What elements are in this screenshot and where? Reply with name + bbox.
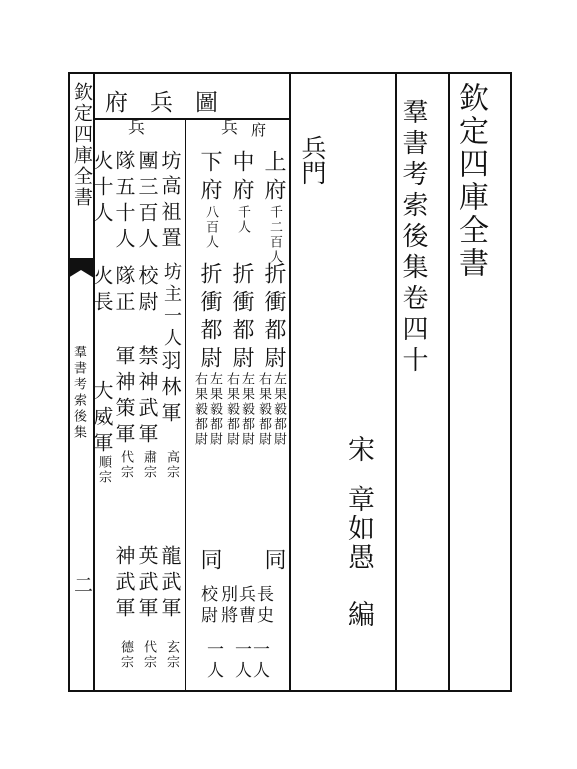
col3-top: 下府 bbox=[197, 150, 222, 206]
col3-bottom-count: 一人 bbox=[203, 640, 223, 682]
col1-bottom-count: 一人 bbox=[249, 640, 269, 682]
col6-a: 隊五十人 bbox=[112, 150, 136, 254]
column-rule bbox=[289, 72, 291, 692]
col5-b: 校尉 bbox=[135, 265, 159, 317]
col7-a: 火十人 bbox=[90, 150, 114, 228]
col6-d-note: 德宗 bbox=[118, 640, 133, 670]
collection-title: 欽定四庫全書 bbox=[453, 82, 488, 280]
author-role: 編 bbox=[343, 600, 374, 631]
col5-d-note: 代宗 bbox=[141, 640, 156, 670]
table-title: 府兵圖 bbox=[105, 90, 240, 116]
col1-office: 折衝都尉 bbox=[261, 262, 286, 374]
col4-a: 高祖置 bbox=[158, 175, 182, 253]
col1-sub-left: 左果毅都尉 bbox=[271, 372, 286, 447]
col1-top: 上府 bbox=[261, 150, 286, 206]
col1-bottom-sub-1: 長史 bbox=[253, 585, 273, 627]
col3-sub-right: 右果毅都尉 bbox=[192, 372, 207, 447]
col7-c: 大威軍 bbox=[90, 380, 114, 458]
col6-c-note: 代宗 bbox=[118, 450, 133, 480]
col1-bottom-sub-2: 兵曹 bbox=[235, 585, 255, 627]
category-heading: 兵門 bbox=[298, 135, 327, 185]
edge-book-title: 羣書考索後集 bbox=[71, 345, 86, 441]
col2-count: 千人 bbox=[235, 205, 250, 235]
table-divider bbox=[185, 118, 186, 692]
col3-office: 折衝都尉 bbox=[197, 262, 222, 374]
col3-count: 八百人 bbox=[203, 205, 218, 250]
col6-c: 軍神策軍 bbox=[112, 345, 136, 449]
table-title-rule bbox=[93, 118, 291, 120]
edge-collection-title: 欽定四庫全書 bbox=[71, 82, 93, 208]
col4-top: 坊 bbox=[158, 150, 182, 176]
col6-d: 神武軍 bbox=[112, 545, 136, 623]
col7-c-note: 順宗 bbox=[96, 455, 111, 485]
col5-a: 團三百人 bbox=[135, 150, 159, 254]
col2-office: 折衝都尉 bbox=[229, 262, 254, 374]
header-bing-2: 兵 bbox=[124, 118, 144, 139]
col1-bottom: 同 bbox=[261, 548, 286, 576]
col2-sub-left: 左果毅都尉 bbox=[239, 372, 254, 447]
col5-c: 禁神武軍 bbox=[135, 345, 159, 449]
book-title: 羣書考索後集卷四十 bbox=[398, 98, 428, 377]
col3-bottom-sub-2: 校尉 bbox=[197, 585, 217, 627]
col3-sub-left: 左果毅都尉 bbox=[207, 372, 222, 447]
col4-c-note: 高宗 bbox=[164, 450, 179, 480]
column-rule bbox=[448, 72, 450, 692]
header-fu: 府 bbox=[249, 122, 267, 141]
col4-d: 龍武軍 bbox=[158, 545, 182, 623]
col1-count: 千二百人 bbox=[267, 205, 282, 265]
col6-b: 隊正 bbox=[112, 265, 136, 317]
col7-b: 火長 bbox=[90, 265, 114, 317]
col2-sub-right: 右果毅都尉 bbox=[224, 372, 239, 447]
page-number: 二 bbox=[71, 575, 93, 596]
col2-top: 中府 bbox=[229, 150, 254, 206]
col4-b: 坊主一人 bbox=[161, 262, 182, 350]
column-rule bbox=[395, 72, 397, 692]
author-dynasty: 宋 bbox=[343, 435, 374, 466]
col3-bottom-sub-1: 別將 bbox=[217, 585, 237, 627]
header-bing: 兵 bbox=[217, 118, 237, 139]
col1-sub-right: 右果毅都尉 bbox=[256, 372, 271, 447]
col5-c-note: 肅宗 bbox=[141, 450, 156, 480]
col4-d-note: 玄宗 bbox=[164, 640, 179, 670]
col4-c: 羽林軍 bbox=[158, 350, 182, 428]
author-name: 章如愚 bbox=[343, 485, 374, 572]
col3-bottom: 同 bbox=[197, 548, 222, 576]
col5-d: 英武軍 bbox=[135, 545, 159, 623]
col2-bottom-count: 一人 bbox=[231, 640, 251, 682]
